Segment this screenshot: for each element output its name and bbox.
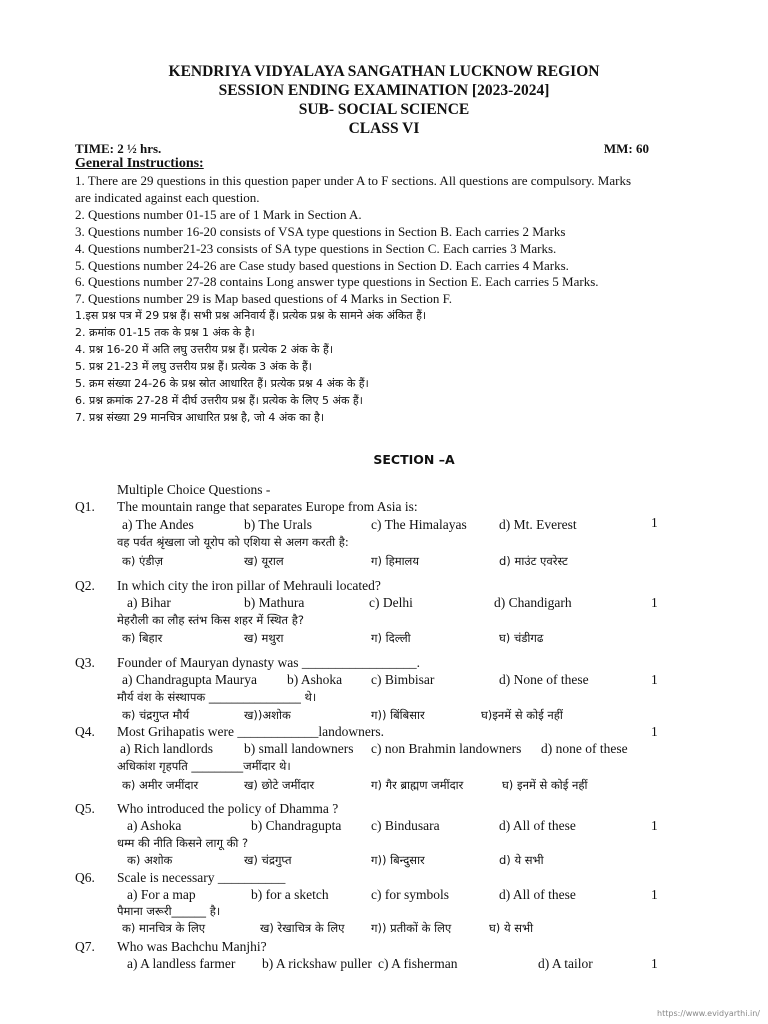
question-marks: 1: [651, 515, 658, 530]
option-hindi: क) अमीर जमींदार: [122, 778, 199, 792]
header-subject: SUB- SOCIAL SCIENCE: [298, 101, 470, 118]
option-d: d) Chandigarh: [494, 595, 572, 610]
mcq-heading: Multiple Choice Questions -: [117, 482, 271, 497]
option-c: c) for symbols: [371, 887, 449, 902]
option-b: b) Chandragupta: [251, 818, 342, 833]
option-a: a) A landless farmer: [127, 956, 236, 971]
section-title: SECTION –A: [373, 452, 455, 467]
option-d: d) Mt. Everest: [499, 517, 577, 532]
option-hindi: ग)) बिंबिसार: [371, 708, 425, 722]
question-text: Scale is necessary __________: [117, 870, 286, 885]
option-d: d) None of these: [499, 672, 589, 687]
instruction-line-hindi: 1.इस प्रश्न पत्र में 29 प्रश्न हैं। सभी प्रश्न अनिवार्य हैं। प्रत्येक प्रश्न के सामने अंक अंकित हैं।: [75, 309, 427, 323]
option-hindi: क) मानचित्र के लिए: [122, 921, 206, 935]
option-hindi: ग) दिल्ली: [371, 631, 411, 645]
question-number: Q1.: [75, 499, 95, 514]
option-b: b) A rickshaw puller: [262, 956, 372, 971]
question-number: Q3.: [75, 655, 95, 670]
option-d: d) All of these: [499, 887, 576, 902]
header-class: CLASS VI: [348, 120, 420, 137]
option-hindi: घ) इनमें से कोई नहीं: [502, 778, 588, 792]
exam-time: TIME: 2 ½ hrs.: [75, 141, 162, 156]
option-hindi: ख) यूराल: [244, 554, 284, 568]
option-c: c) non Brahmin landowners: [371, 741, 522, 756]
question-text-hindi: पैमाना जरूरी______ है।: [117, 904, 221, 918]
question-number: Q6.: [75, 870, 95, 885]
option-b: b) Ashoka: [287, 672, 343, 687]
instruction-line: 4. Questions number21-23 consists of SA type questions in Section C. Each carries 3 Marks.: [75, 240, 557, 256]
instruction-line: 6. Questions number 27-28 contains Long answer type questions in Section E. Each carries 5 Marks.: [75, 274, 599, 290]
question-marks: 1: [651, 818, 658, 833]
instruction-line-hindi: 5. क्रम संख्या 24-26 के प्रश्न स्रोत आधारित हैं। प्रत्येक प्रश्न 4 अंक के हैं।: [75, 376, 369, 390]
option-hindi: d) ये सभी: [499, 853, 544, 867]
option-b: b) for a sketch: [251, 887, 329, 902]
option-d: d) none of these: [541, 741, 628, 756]
question-text: Who introduced the policy of Dhamma ?: [117, 801, 339, 816]
question-text-hindi: धम्म की नीति किसने लागू की ?: [117, 836, 249, 850]
question-text: In which city the iron pillar of Mehrauli located?: [117, 578, 381, 593]
question-marks: 1: [651, 672, 658, 687]
option-hindi: ग)) बिन्दुसार: [371, 853, 425, 867]
question-text: Founder of Mauryan dynasty was _________________.: [117, 655, 420, 670]
option-hindi: घ) चंडीगढ: [499, 631, 544, 645]
question-text-hindi: वह पर्वत श्रृंखला जो यूरोप को एशिया से अलग करती है:: [117, 535, 349, 549]
question-text: The mountain range that separates Europe from Asia is:: [117, 499, 418, 514]
option-hindi: क) बिहार: [122, 631, 163, 645]
option-hindi: d) माउंट एवरेस्ट: [499, 554, 568, 568]
instructions-block: [75, 173, 675, 427]
option-c: c) The Himalayas: [371, 517, 467, 532]
exam-header: [0, 62, 768, 138]
option-hindi: ग)) प्रतीकों के लिए: [371, 921, 452, 935]
option-b: b) Mathura: [244, 595, 305, 610]
instruction-line: 2. Questions number 01-15 are of 1 Mark in Section A.: [75, 206, 362, 222]
max-marks: MM: 60: [603, 141, 649, 156]
instruction-line: 7. Questions number 29 is Map based questions of 4 Marks in Section F.: [75, 291, 453, 307]
instruction-line-hindi: 7. प्रश्न संख्या 29 मानचित्र आधारित प्रश्न है, जो 4 अंक का है।: [75, 410, 325, 424]
instruction-line-hindi: 5. प्रश्न 21-23 में लघु उत्तरीय प्रश्न हैं। प्रत्येक 3 अंक के हैं।: [75, 359, 312, 373]
question-marks: 1: [651, 887, 658, 902]
option-hindi: क) चंद्रगुप्त मौर्य: [122, 708, 190, 722]
option-hindi: ख))अशोक: [244, 708, 291, 722]
question-text-hindi: मेहरौली का लौह स्तंभ किस शहर में स्थित है?: [117, 613, 304, 627]
option-d: d) A tailor: [538, 956, 593, 971]
header-exam-title: SESSION ENDING EXAMINATION [2023-2024]: [218, 82, 550, 99]
question-text: Most Grihapatis were ____________landowners.: [117, 724, 384, 739]
header-organization: KENDRIYA VIDYALAYA SANGATHAN LUCKNOW REGION: [168, 63, 600, 80]
exam-meta: [75, 141, 649, 156]
option-hindi: ख) रेखाचित्र के लिए: [260, 921, 345, 935]
question-marks: 1: [651, 956, 658, 971]
source-watermark: https://www.evidyarthi.in/: [657, 1009, 760, 1018]
question-number: Q4.: [75, 724, 95, 739]
question-text-hindi: मौर्य वंश के संस्थापक ________________ थे।: [117, 690, 317, 704]
instructions-title: General Instructions:: [75, 156, 204, 171]
option-a: a) Ashoka: [127, 818, 182, 833]
option-hindi: घ) ये सभी: [489, 921, 534, 935]
question-number: Q5.: [75, 801, 95, 816]
option-c: c) A fisherman: [378, 956, 458, 971]
option-a: a) Rich landlords: [120, 741, 213, 756]
instruction-line: 3. Questions number 16-20 consists of VSA type questions in Section B. Each carries 2 Marks: [75, 223, 566, 239]
question-text-hindi: अधिकांश गृहपति _________जमींदार थे।: [117, 759, 291, 773]
option-hindi: ख) छोटे जमींदार: [244, 778, 315, 792]
instruction-line-hindi: 2. क्रमांक 01-15 तक के प्रश्न 1 अंक के है।: [75, 326, 255, 340]
option-a: a) Bihar: [127, 595, 171, 610]
option-hindi: घ)इनमें से कोई नहीं: [481, 708, 563, 722]
option-a: a) The Andes: [122, 517, 194, 532]
option-a: a) Chandragupta Maurya: [122, 672, 257, 687]
option-c: c) Bindusara: [371, 818, 440, 833]
option-hindi: ख) चंद्रगुप्त: [244, 853, 292, 867]
question-number: Q7.: [75, 939, 95, 954]
instruction-line: 1. There are 29 questions in this question paper under A to F sections. All questions are compulsory. Marks: [75, 173, 632, 188]
option-hindi: ग) गैर ब्राह्मण जमींदार: [371, 778, 464, 792]
option-d: d) All of these: [499, 818, 576, 833]
option-b: b) The Urals: [244, 517, 312, 532]
instruction-line: are indicated against each question.: [75, 189, 260, 205]
option-hindi: क) एंडीज़: [122, 554, 163, 568]
instruction-line: 5. Questions number 24-26 are Case study based questions in Section D. Each carries 4 Marks.: [75, 257, 569, 273]
option-hindi: ख) मथुरा: [244, 631, 284, 645]
question-marks: 1: [651, 724, 658, 739]
instruction-line-hindi: 6. प्रश्न क्रमांक 27-28 में दीर्घ उत्तरीय प्रश्न हैं। प्रत्येक के लिए 5 अंक हैं।: [75, 393, 363, 407]
option-hindi: क) अशोक: [127, 853, 173, 867]
instruction-line-hindi: 4. प्रश्न 16-20 में अति लघु उत्तरीय प्रश्न हैं। प्रत्येक 2 अंक के हैं।: [75, 343, 333, 357]
question-marks: 1: [651, 595, 658, 610]
option-a: a) For a map: [127, 887, 196, 902]
option-hindi: ग) हिमालय: [371, 554, 420, 568]
question-number: Q2.: [75, 578, 95, 593]
option-c: c) Bimbisar: [371, 672, 435, 687]
option-c: c) Delhi: [369, 595, 413, 610]
question-text: Who was Bachchu Manjhi?: [117, 939, 267, 954]
option-b: b) small landowners: [244, 741, 354, 756]
